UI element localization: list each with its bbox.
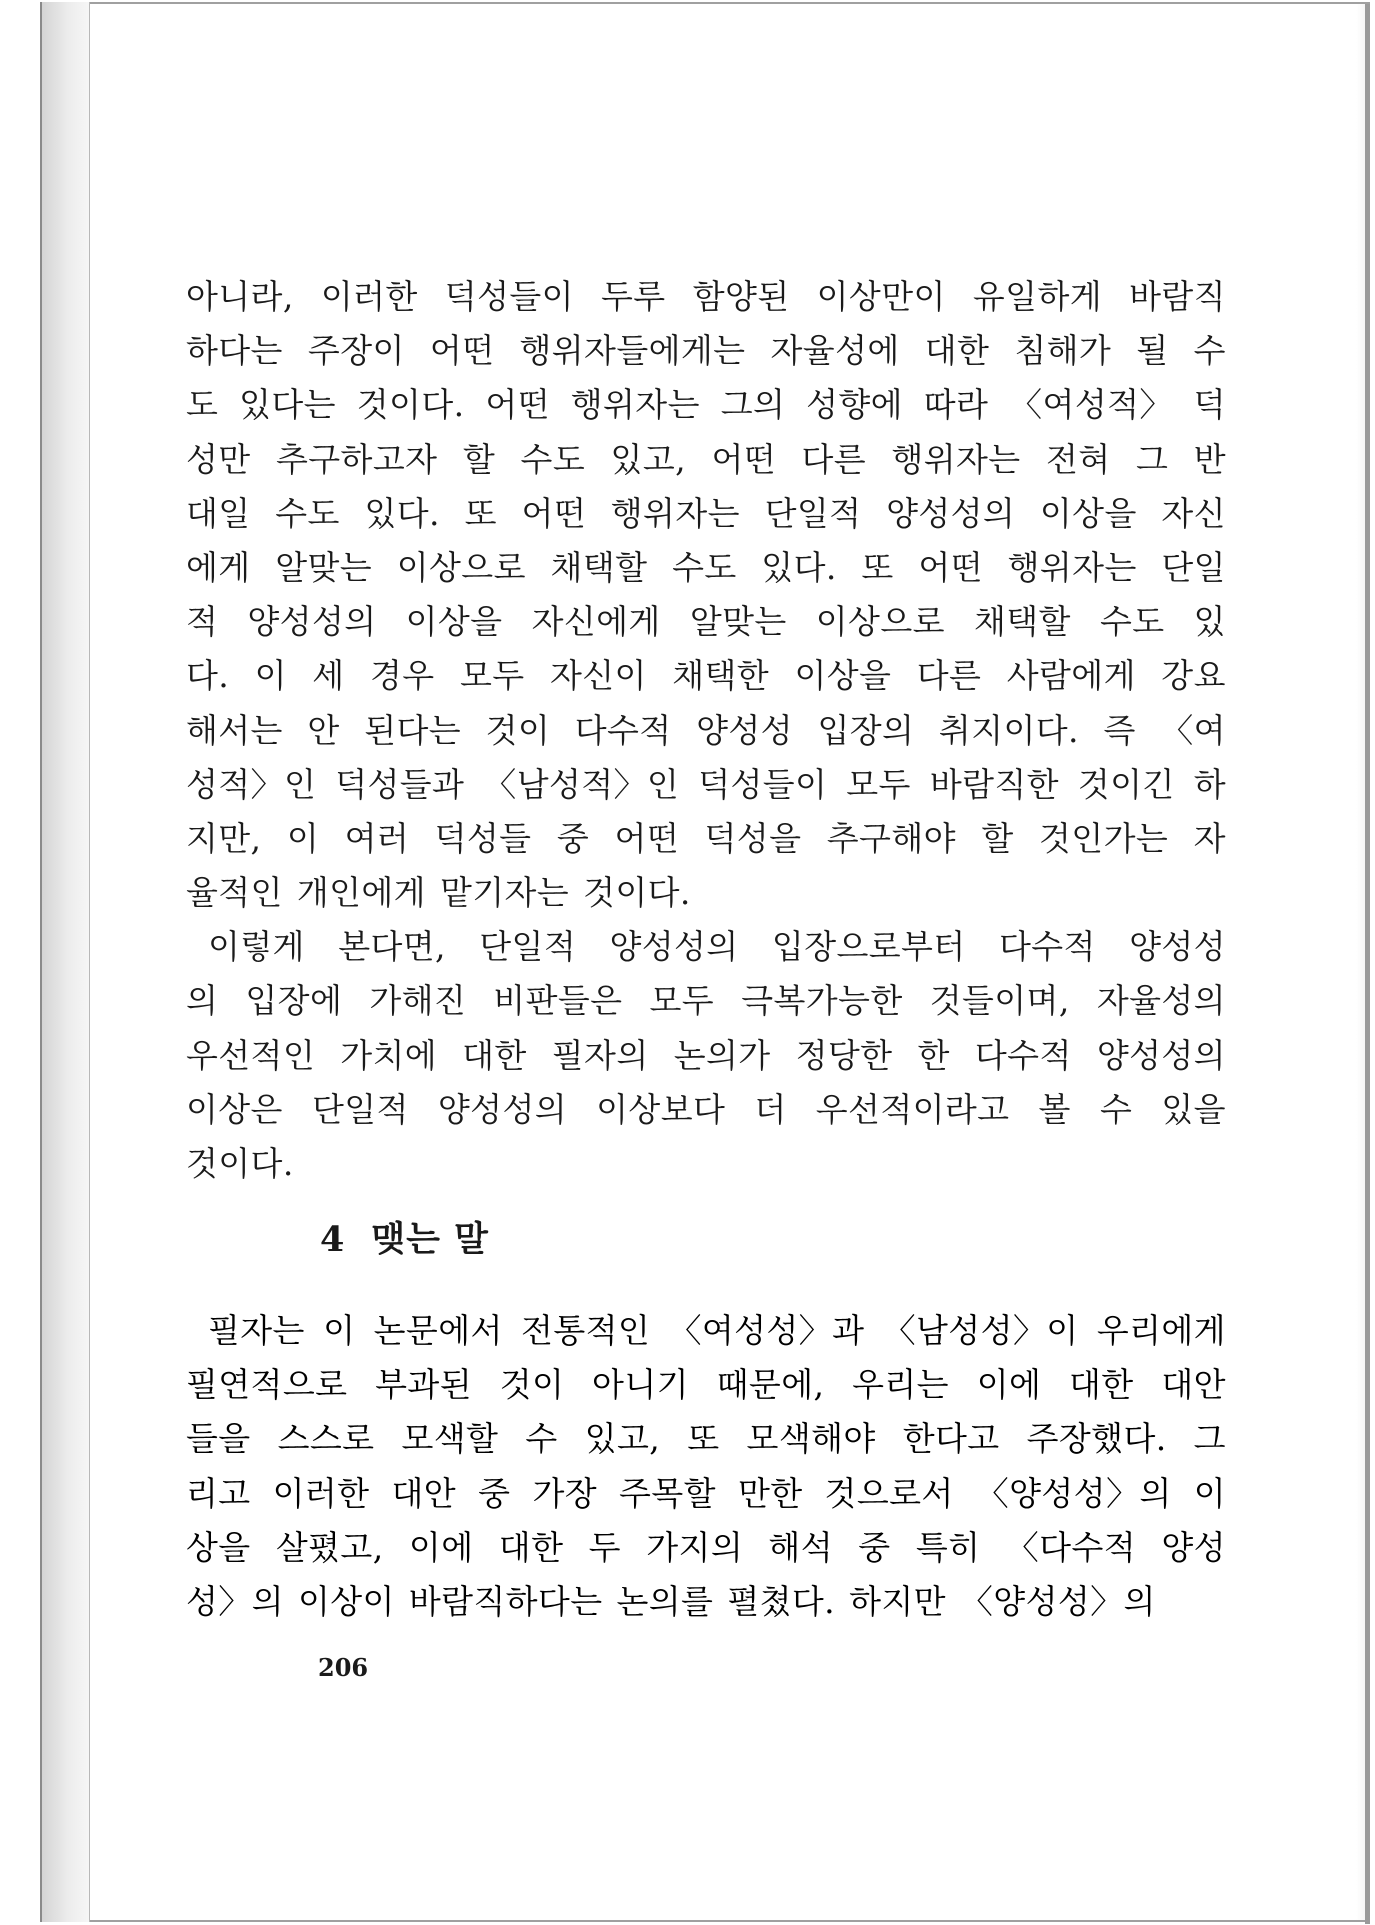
word: 이상은 xyxy=(186,1089,283,1129)
word: 행위자는 xyxy=(570,385,700,425)
word: 행위자는 xyxy=(1007,547,1137,587)
word: 주장이 xyxy=(307,331,405,371)
word: 성적〉인 xyxy=(186,764,317,804)
word: 모두 xyxy=(846,764,911,804)
word: 세 xyxy=(312,656,345,696)
word: 만한 xyxy=(737,1473,803,1513)
body-text-upper xyxy=(186,270,1226,1191)
word: 어떤 xyxy=(711,439,776,479)
word: 그 xyxy=(1193,1419,1226,1459)
word: 살폈고, xyxy=(275,1527,384,1567)
word: 단일적 xyxy=(479,927,577,967)
word: 우리는 xyxy=(852,1365,949,1405)
word: 〈남성성〉이 xyxy=(882,1311,1079,1350)
word: 어떤 xyxy=(429,331,495,371)
word: 더 xyxy=(754,1089,787,1129)
word: 들을 xyxy=(186,1419,251,1459)
word: 리고 xyxy=(186,1473,251,1513)
word: 입장으로부터 xyxy=(771,927,966,967)
word: 또 xyxy=(687,1419,720,1459)
text-line xyxy=(186,1521,1226,1575)
word: 율적인 xyxy=(186,873,283,913)
word: 양성성의 xyxy=(1096,1035,1226,1075)
word: 자율성에 xyxy=(770,331,900,371)
page-edge xyxy=(1365,4,1370,1924)
word: 가해진 xyxy=(369,981,467,1021)
word: 가치에 xyxy=(340,1035,438,1075)
word: 덕성들이 xyxy=(444,277,574,316)
word: 반 xyxy=(1193,439,1226,479)
word: 양성성의 xyxy=(886,493,1016,533)
word: 채택할 xyxy=(550,547,648,587)
word: 것이긴 xyxy=(1077,764,1175,804)
word: 한 xyxy=(917,1035,950,1075)
word: 이에 xyxy=(408,1527,474,1567)
word: 〈양성성〉의 xyxy=(959,1581,1156,1621)
text-line xyxy=(186,866,1226,920)
word: 것이 xyxy=(485,710,551,750)
word: 중 xyxy=(556,818,590,858)
word: 맡기자는 xyxy=(439,873,570,913)
word: 덕 xyxy=(1193,385,1226,425)
text-line xyxy=(186,758,1226,812)
paragraph-2 xyxy=(186,920,1226,1191)
word: 있다. xyxy=(364,493,440,533)
section-heading xyxy=(320,1212,489,1262)
word: 주장했다. xyxy=(1026,1419,1167,1459)
text-line xyxy=(186,1575,1226,1629)
word: 적 xyxy=(186,602,219,642)
word: 행위자는 xyxy=(891,439,1021,479)
word: 될 xyxy=(1136,331,1169,371)
word: 성향에 xyxy=(806,385,903,425)
word: 극복가능한 xyxy=(741,981,903,1021)
word: 이상이 xyxy=(297,1581,395,1621)
word: 행위자들에게는 xyxy=(519,331,746,371)
word: 수도 xyxy=(1099,602,1165,642)
word: 그 xyxy=(1136,439,1169,479)
word: 이 xyxy=(323,1311,356,1350)
word: 유일하게 xyxy=(972,277,1103,316)
text-line xyxy=(186,649,1226,703)
word: 중 xyxy=(478,1473,511,1513)
page-number: 206 xyxy=(318,1653,369,1682)
paragraph-3 xyxy=(186,1304,1226,1629)
text-line xyxy=(186,541,1226,595)
word: 〈여성적〉 xyxy=(1009,385,1173,425)
word: 자신이 xyxy=(549,656,647,696)
word: 양성성 xyxy=(1129,927,1226,967)
word: 단일 xyxy=(1161,547,1226,587)
word: 논의가 xyxy=(673,1035,771,1075)
word: 그의 xyxy=(720,385,786,425)
word: 가장 xyxy=(532,1473,597,1513)
word: 안 xyxy=(307,710,340,750)
word: 정당한 xyxy=(795,1035,893,1075)
word: 있다. xyxy=(761,547,837,587)
word: 다른 xyxy=(916,656,982,696)
word: 채택한 xyxy=(672,656,770,696)
word: 행위자는 xyxy=(610,493,740,533)
word: 강요 xyxy=(1161,656,1226,696)
word: 또 xyxy=(861,547,894,587)
word: 중 xyxy=(858,1527,891,1567)
word: 수 xyxy=(1193,331,1226,371)
word: 아니기 xyxy=(592,1365,689,1405)
word: 이상을 xyxy=(405,602,503,642)
word: 대한 xyxy=(924,331,990,371)
word: 것이 xyxy=(499,1365,565,1405)
text-line xyxy=(186,378,1226,432)
word: 따라 xyxy=(923,385,989,425)
word: 〈여성성〉과 xyxy=(668,1311,865,1350)
word: 양성성 xyxy=(696,710,793,750)
word: 이상으로 xyxy=(396,547,526,587)
text-line xyxy=(186,974,1226,1028)
word: 된다는 xyxy=(364,710,462,750)
word: 수도 xyxy=(275,493,340,533)
word: 이상만이 xyxy=(816,277,946,316)
word: 펼쳤다. xyxy=(727,1581,836,1621)
word: 이에 xyxy=(976,1365,1042,1405)
word: 특히 xyxy=(915,1527,981,1567)
word: 수 xyxy=(525,1419,558,1459)
word: 대안 xyxy=(391,1473,457,1513)
word: 어떤 xyxy=(521,493,587,533)
word: 대일 xyxy=(186,493,251,533)
word: 것이다. xyxy=(356,385,465,425)
word: 양성성의 xyxy=(247,602,377,642)
text-line xyxy=(186,487,1226,541)
word: 양성성의 xyxy=(609,927,739,967)
word: 논의를 xyxy=(616,1581,714,1621)
text-line xyxy=(186,920,1226,974)
word: 단일적 xyxy=(764,493,862,533)
word: 취지이다. xyxy=(938,710,1079,750)
word: 추구해야 xyxy=(826,818,956,858)
text-line xyxy=(186,1029,1226,1083)
word: 에게 xyxy=(186,547,251,587)
word: 이상을 xyxy=(1039,493,1137,533)
word: 개인에게 xyxy=(296,873,426,913)
word: 있고, xyxy=(610,439,686,479)
word: 볼 xyxy=(1038,1089,1071,1129)
text-line xyxy=(186,270,1226,324)
word: 바람직한 xyxy=(929,764,1059,804)
word: 이 xyxy=(1193,1473,1226,1513)
word: 자신 xyxy=(1161,493,1226,533)
word: 다른 xyxy=(801,439,866,479)
word: 덕성을 xyxy=(704,818,802,858)
paragraph-1 xyxy=(186,270,1226,920)
word: 이러한 xyxy=(272,1473,370,1513)
word: 것이다. xyxy=(186,1144,294,1183)
word: 성〉의 xyxy=(186,1581,284,1621)
word: 덕성들과 xyxy=(335,764,465,804)
word: 수도 xyxy=(520,439,586,479)
text-line xyxy=(186,324,1226,378)
word: 추구하고자 xyxy=(276,439,438,479)
word: 어떤 xyxy=(918,547,983,587)
word: 〈남성적〉인 xyxy=(483,764,680,804)
word: 바람직하다는 xyxy=(408,1581,603,1621)
word: 어떤 xyxy=(485,385,550,425)
word: 덕성들이 xyxy=(698,764,828,804)
word: 경우 xyxy=(370,656,435,696)
word: 전혀 xyxy=(1046,439,1111,479)
word: 다수적 xyxy=(574,710,672,750)
word: 상을 xyxy=(186,1527,251,1567)
word: 대한 xyxy=(498,1527,564,1567)
word: 해서는 xyxy=(186,710,283,750)
word: 있고, xyxy=(584,1419,661,1459)
text-line xyxy=(186,704,1226,758)
text-line xyxy=(186,1467,1226,1521)
word: 우선적이라고 xyxy=(815,1089,1010,1129)
word: 도 xyxy=(186,385,219,425)
word: 즉 xyxy=(1103,710,1136,750)
section-number: 4 xyxy=(320,1219,346,1260)
word: 대한 xyxy=(1069,1365,1134,1405)
word: 알맞는 xyxy=(689,602,787,642)
word: 있 xyxy=(1193,602,1226,642)
word: 또 xyxy=(464,493,497,533)
word: 채택할 xyxy=(974,602,1071,642)
word: 아니라, xyxy=(186,277,294,316)
text-line xyxy=(186,1304,1226,1358)
word: 모색할 xyxy=(401,1419,499,1459)
word: 가지의 xyxy=(646,1527,744,1567)
word: 입장에 xyxy=(245,981,343,1021)
word: 의 xyxy=(186,981,219,1021)
word: 하지만 xyxy=(849,1581,946,1621)
word: 할 xyxy=(462,439,496,479)
word: 성만 xyxy=(186,439,251,479)
word: 주목할 xyxy=(619,1473,716,1513)
word: 이러한 xyxy=(320,277,418,316)
word: 것인가는 xyxy=(1039,818,1169,858)
word: 이렇게 xyxy=(208,927,305,967)
word: 한다고 xyxy=(902,1419,1000,1459)
text-line xyxy=(186,1412,1226,1466)
word: 우선적인 xyxy=(186,1035,316,1075)
word: 수도 xyxy=(672,547,737,587)
word: 스스로 xyxy=(277,1419,375,1459)
word: 대안 xyxy=(1161,1365,1226,1405)
word: 때문에, xyxy=(716,1365,825,1405)
word: 해석 xyxy=(768,1527,833,1567)
word: 자 xyxy=(1193,818,1226,858)
word: 〈다수적 xyxy=(1005,1527,1136,1567)
word: 것들이며, xyxy=(929,981,1070,1021)
word: 두루 xyxy=(601,277,666,316)
word: 이상을 xyxy=(794,656,892,696)
word: 우리에게 xyxy=(1096,1311,1226,1350)
word: 부과된 xyxy=(375,1365,472,1405)
word: 함양된 xyxy=(692,277,790,316)
word: 하다는 xyxy=(186,331,283,371)
word: 대한 xyxy=(462,1035,527,1075)
word: 본다면, xyxy=(338,927,446,967)
word: 할 xyxy=(981,818,1014,858)
word: 이 xyxy=(254,656,287,696)
word: 것으로서 xyxy=(824,1473,954,1513)
word: 두 xyxy=(588,1527,621,1567)
word: 어떤 xyxy=(614,818,680,858)
word: 알맞는 xyxy=(275,547,373,587)
text-line xyxy=(186,1358,1226,1412)
word: 있다는 xyxy=(239,385,336,425)
text-line xyxy=(186,595,1226,649)
word: 다. xyxy=(186,656,230,696)
text-line xyxy=(186,433,1226,487)
word: 전통적인 xyxy=(521,1311,651,1350)
word: 모두 xyxy=(649,981,715,1021)
word: 바람직 xyxy=(1129,277,1226,316)
book-spine xyxy=(40,2,90,1922)
word: 덕성들 xyxy=(434,818,532,858)
word: 것이다. xyxy=(583,873,691,913)
word: 필연적으로 xyxy=(186,1365,348,1405)
word: 있을 xyxy=(1161,1089,1226,1129)
word: 지만, xyxy=(186,818,262,858)
word: 이 xyxy=(286,818,320,858)
word: 양성 xyxy=(1161,1527,1226,1567)
text-line xyxy=(186,1083,1226,1137)
section-title: 맺는 말 xyxy=(371,1219,489,1260)
word: 모색해야 xyxy=(746,1419,876,1459)
word: 필자는 xyxy=(208,1311,305,1350)
word: 여러 xyxy=(344,818,410,858)
word: 모두 xyxy=(459,656,525,696)
word: 비판들은 xyxy=(493,981,623,1021)
text-line xyxy=(186,1137,1226,1191)
word: 이상보다 xyxy=(596,1089,726,1129)
word: 자신에게 xyxy=(531,602,661,642)
word: 단일적 xyxy=(311,1089,409,1129)
word: 하 xyxy=(1193,764,1226,804)
word: 논문에서 xyxy=(373,1311,503,1350)
word: 이상으로 xyxy=(815,602,945,642)
word: 입장의 xyxy=(817,710,915,750)
word: 필자의 xyxy=(551,1035,649,1075)
word: 자율성의 xyxy=(1096,981,1226,1021)
word: 다수적 xyxy=(998,927,1096,967)
word: 양성성의 xyxy=(437,1089,568,1129)
word: 사람에게 xyxy=(1006,656,1136,696)
body-text-lower xyxy=(186,1304,1226,1629)
word: 〈여 xyxy=(1160,710,1226,750)
word: 다수적 xyxy=(974,1035,1072,1075)
text-line xyxy=(186,812,1226,866)
word: 〈양성성〉의 xyxy=(975,1473,1172,1513)
word: 수 xyxy=(1099,1089,1133,1129)
word: 침해가 xyxy=(1014,331,1112,371)
